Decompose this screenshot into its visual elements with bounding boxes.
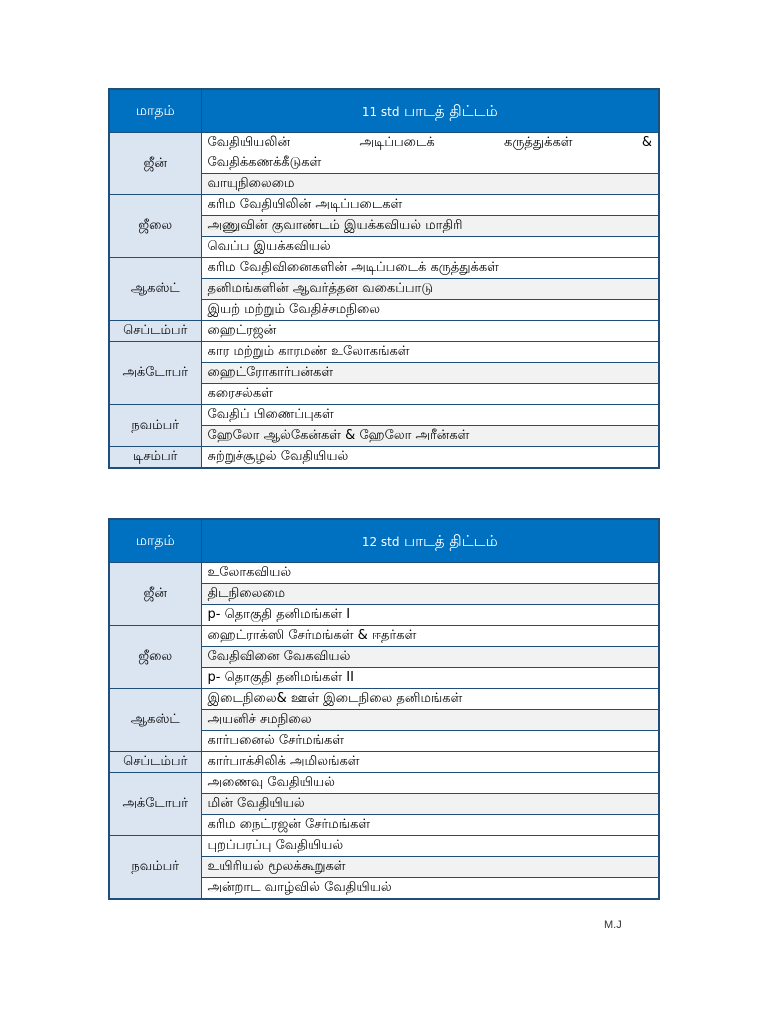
month-cell: நவம்பர்	[109, 836, 201, 900]
topic-cell: ஹைட்ரஜன்	[201, 321, 659, 342]
topic-cell: ஹேலோ ஆல்கேன்கள் & ஹேலோ அரீன்கள்	[201, 426, 659, 447]
topic-cell: வேதிவினை வேகவியல்	[201, 647, 659, 668]
topic-cell: அணைவு வேதியியல்	[201, 773, 659, 794]
topic-cell: இயற் மற்றும் வேதிச்சமநிலை	[201, 300, 659, 321]
table-row	[109, 836, 659, 857]
month-cell: நவம்பர்	[109, 405, 201, 447]
table-row	[109, 195, 659, 216]
header-title-text: பாடத் திட்டம்	[403, 101, 498, 120]
header-title	[201, 519, 659, 563]
month-cell: அக்டோபர்	[109, 773, 201, 836]
header-month: மாதம்	[109, 89, 201, 133]
topic-cell: திடநிலைமை	[201, 584, 659, 605]
topic-cell: கரிம வேதியிலின் அடிப்படைகள்	[201, 195, 659, 216]
topic-cell: கரைசல்கள்	[201, 384, 659, 405]
topic-text: வேதிக்கணக்கீடுகள்	[207, 155, 322, 170]
topic-cell: அயனிச் சமநிலை	[201, 710, 659, 731]
topic-cell: p- தொகுதி தனிமங்கள் I	[201, 605, 659, 626]
table-row	[109, 321, 659, 342]
topic-cell: கார்பாக்சிலிக் அமிலங்கள்	[201, 752, 659, 773]
table-row	[109, 773, 659, 794]
topic-cell: p- தொகுதி தனிமங்கள் II	[201, 668, 659, 689]
month-cell: செப்டம்பர்	[109, 321, 201, 342]
month-cell: ஜீன்	[109, 133, 201, 195]
table-row	[109, 447, 659, 469]
month-cell: ஜீலை	[109, 626, 201, 689]
topic-cell: வேதிப் பிணைப்புகள்	[201, 405, 659, 426]
header-title	[201, 89, 659, 133]
topic-cell	[201, 133, 659, 174]
table-row	[109, 689, 659, 710]
month-cell: ஜீன்	[109, 563, 201, 626]
topic-cell: சுற்றுச்சூழல் வேதியியல்	[201, 447, 659, 469]
topic-cell: கார மற்றும் காரமண் உலோகங்கள்	[201, 342, 659, 363]
month-cell: ஆகஸ்ட்	[109, 689, 201, 752]
topic-cell: அணுவின் குவாண்டம் இயக்கவியல் மாதிரி	[201, 216, 659, 237]
syllabus-table-12	[108, 518, 660, 900]
month-cell: டிசம்பர்	[109, 447, 201, 469]
table-row	[109, 258, 659, 279]
topic-cell: வெப்ப இயக்கவியல்	[201, 237, 659, 258]
topic-cell: தனிமங்களின் ஆவர்த்தன வகைப்பாடு	[201, 279, 659, 300]
topic-cell: ஹைட்ராக்ஸி சேர்மங்கள் & ஈதர்கள்	[201, 626, 659, 647]
month-cell: செப்டம்பர்	[109, 752, 201, 773]
header-std: 11 std	[361, 104, 400, 119]
topic-text: வேதியியலின் அடிப்படைக் கருத்துக்கள் &	[207, 135, 652, 150]
signature: M.J	[604, 919, 622, 931]
table-row	[109, 563, 659, 584]
header-month: மாதம்	[109, 519, 201, 563]
topic-cell: புறப்பரப்பு வேதியியல்	[201, 836, 659, 857]
table-header-row	[109, 519, 659, 563]
month-cell: ஆகஸ்ட்	[109, 258, 201, 321]
table-row	[109, 133, 659, 174]
topic-cell: மின் வேதியியல்	[201, 794, 659, 815]
topic-cell: கார்பனைல் சேர்மங்கள்	[201, 731, 659, 752]
month-cell: ஜீலை	[109, 195, 201, 258]
topic-cell: இடைநிலை& ஊள் இடைநிலை தனிமங்கள்	[201, 689, 659, 710]
header-title-text: பாடத் திட்டம்	[403, 531, 498, 550]
topic-cell: கரிம வேதிவினைகளின் அடிப்படைக் கருத்துக்கள்	[201, 258, 659, 279]
month-cell: அக்டோபர்	[109, 342, 201, 405]
table-row	[109, 752, 659, 773]
topic-cell: ஹைட்ரோகார்பன்கள்	[201, 363, 659, 384]
table-row	[109, 342, 659, 363]
syllabus-table-11	[108, 88, 660, 469]
topic-cell: உயிரியல் மூலக்கூறுகள்	[201, 857, 659, 878]
header-std: 12 std	[361, 534, 400, 549]
topic-cell: வாயுநிலைமை	[201, 174, 659, 195]
table-header-row	[109, 89, 659, 133]
topic-cell: உலோகவியல்	[201, 563, 659, 584]
table-row	[109, 405, 659, 426]
topic-cell: கரிம நைட்ரஜன் சேர்மங்கள்	[201, 815, 659, 836]
table-row	[109, 626, 659, 647]
topic-cell: அன்றாட வாழ்வில் வேதியியல்	[201, 878, 659, 900]
